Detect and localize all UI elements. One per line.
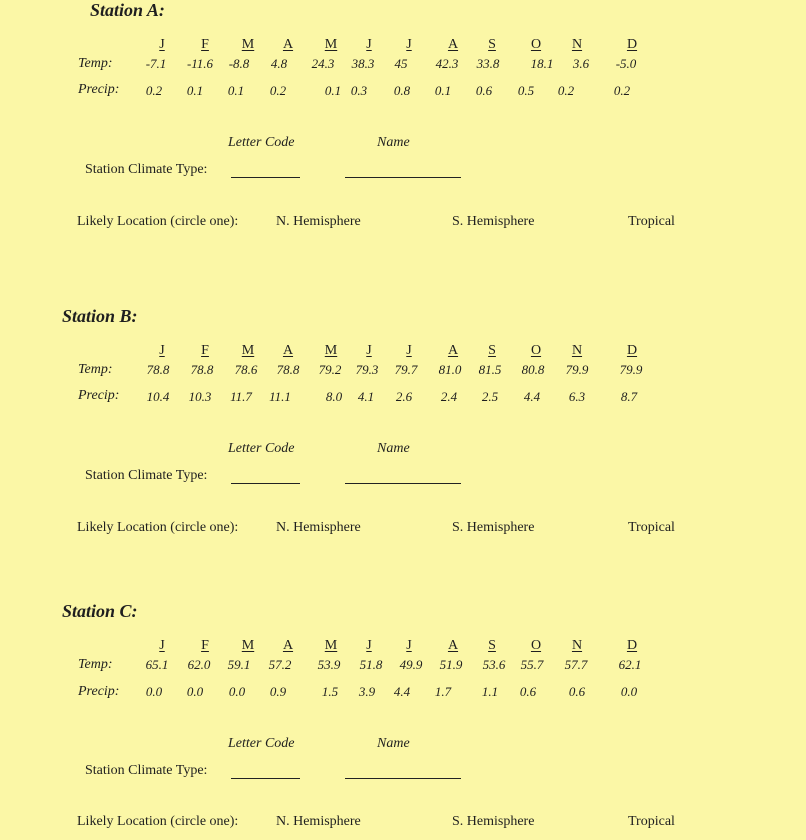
letter-code-blank[interactable] xyxy=(231,177,300,178)
month-header: J xyxy=(366,638,372,653)
temp-value: 53.6 xyxy=(482,657,506,672)
month-header: A xyxy=(447,37,459,52)
month-header: A xyxy=(282,343,294,358)
month-header: A xyxy=(282,638,294,653)
n-hemisphere-option[interactable]: N. Hemisphere xyxy=(276,814,361,829)
temp-value: 65.1 xyxy=(145,657,169,672)
precip-value: 2.4 xyxy=(440,389,458,404)
precip-value: 11.1 xyxy=(269,389,291,404)
temp-value: 55.7 xyxy=(520,657,544,672)
month-header: S xyxy=(488,343,496,358)
precip-value: 4.4 xyxy=(393,684,411,699)
temp-value: 59.1 xyxy=(227,657,251,672)
precip-value: 6.3 xyxy=(568,389,586,404)
n-hemisphere-option[interactable]: N. Hemisphere xyxy=(276,214,361,229)
month-header: F xyxy=(201,37,209,52)
temp-value: 81.0 xyxy=(438,362,462,377)
precip-value: 0.0 xyxy=(620,684,638,699)
month-header: M xyxy=(324,343,338,358)
precip-value: 10.3 xyxy=(188,389,212,404)
precip-value: 0.9 xyxy=(269,684,287,699)
precip-row-label: Precip: xyxy=(78,82,120,97)
month-header: J xyxy=(159,37,165,52)
precip-value: 0.1 xyxy=(227,83,245,98)
precip-value: 8.0 xyxy=(325,389,343,404)
likely-location-label: Likely Location (circle one): xyxy=(77,520,239,535)
precip-value: 10.4 xyxy=(146,389,170,404)
month-header: N xyxy=(571,343,583,358)
temp-row-label: Temp: xyxy=(78,362,113,377)
temp-value: 78.8 xyxy=(276,362,300,377)
temp-value: 79.7 xyxy=(394,362,418,377)
month-header: J xyxy=(159,343,165,358)
precip-row-label: Precip: xyxy=(78,388,120,403)
letter-code-blank[interactable] xyxy=(231,778,300,779)
month-header: D xyxy=(626,343,638,358)
month-header: O xyxy=(530,638,542,653)
month-header: F xyxy=(201,638,209,653)
name-blank[interactable] xyxy=(345,177,461,178)
temp-value: -8.8 xyxy=(228,56,250,71)
station-a-title: Station A: xyxy=(90,0,165,20)
month-header: J xyxy=(366,37,372,52)
temp-value: 51.9 xyxy=(439,657,463,672)
month-header: O xyxy=(530,343,542,358)
temp-value: 4.8 xyxy=(270,56,288,71)
temp-value: -5.0 xyxy=(615,56,637,71)
temp-value: 79.2 xyxy=(318,362,342,377)
month-header: J xyxy=(406,37,412,52)
climate-type-label: Station Climate Type: xyxy=(85,763,208,778)
month-header: J xyxy=(159,638,165,653)
month-header: M xyxy=(241,638,255,653)
temp-value: 42.3 xyxy=(435,56,459,71)
temp-value: 79.3 xyxy=(355,362,379,377)
climate-type-label: Station Climate Type: xyxy=(85,468,208,483)
temp-row-label: Temp: xyxy=(78,657,113,672)
temp-value: 81.5 xyxy=(478,362,502,377)
month-header: S xyxy=(488,638,496,653)
tropical-option[interactable]: Tropical xyxy=(628,520,675,535)
month-header: J xyxy=(366,343,372,358)
station-b-title: Station B: xyxy=(62,306,138,326)
temp-value: 18.1 xyxy=(530,56,554,71)
s-hemisphere-option[interactable]: S. Hemisphere xyxy=(452,814,535,829)
temp-value: 49.9 xyxy=(399,657,423,672)
month-header: M xyxy=(324,638,338,653)
month-header: D xyxy=(626,638,638,653)
temp-value: 80.8 xyxy=(521,362,545,377)
temp-value: 24.3 xyxy=(311,56,335,71)
s-hemisphere-option[interactable]: S. Hemisphere xyxy=(452,520,535,535)
temp-value: 38.3 xyxy=(351,56,375,71)
month-header: A xyxy=(447,343,459,358)
month-header: F xyxy=(201,343,209,358)
name-header: Name xyxy=(377,736,410,751)
month-header: J xyxy=(406,638,412,653)
temp-value: 79.9 xyxy=(565,362,589,377)
temp-value: 78.8 xyxy=(190,362,214,377)
name-blank[interactable] xyxy=(345,778,461,779)
precip-value: 0.1 xyxy=(434,83,452,98)
precip-value: 0.2 xyxy=(145,83,163,98)
letter-code-header: Letter Code xyxy=(228,736,295,751)
month-header: N xyxy=(571,37,583,52)
temp-value: 57.7 xyxy=(564,657,588,672)
temp-value: 78.8 xyxy=(146,362,170,377)
temp-value: 62.1 xyxy=(618,657,642,672)
tropical-option[interactable]: Tropical xyxy=(628,814,675,829)
likely-location-label: Likely Location (circle one): xyxy=(77,214,239,229)
month-header: A xyxy=(447,638,459,653)
precip-value: 0.5 xyxy=(517,83,535,98)
month-header: O xyxy=(530,37,542,52)
month-header: N xyxy=(571,638,583,653)
precip-value: 0.6 xyxy=(568,684,586,699)
letter-code-blank[interactable] xyxy=(231,483,300,484)
precip-value: 4.4 xyxy=(523,389,541,404)
temp-row-label: Temp: xyxy=(78,56,113,71)
precip-value: 1.7 xyxy=(434,684,452,699)
precip-value: 0.2 xyxy=(613,83,631,98)
month-header: A xyxy=(282,37,294,52)
precip-value: 0.6 xyxy=(519,684,537,699)
station-c-title: Station C: xyxy=(62,601,138,621)
n-hemisphere-option[interactable]: N. Hemisphere xyxy=(276,520,361,535)
precip-value: 11.7 xyxy=(230,389,252,404)
likely-location-label: Likely Location (circle one): xyxy=(77,814,239,829)
precip-value: 0.0 xyxy=(228,684,246,699)
precip-value: 4.1 xyxy=(357,389,375,404)
temp-value: -11.6 xyxy=(186,56,214,71)
tropical-option[interactable]: Tropical xyxy=(628,214,675,229)
temp-value: 33.8 xyxy=(476,56,500,71)
precip-value: 0.0 xyxy=(145,684,163,699)
month-header: J xyxy=(406,343,412,358)
month-header: D xyxy=(626,37,638,52)
temp-value: 78.6 xyxy=(234,362,258,377)
precip-row-label: Precip: xyxy=(78,684,120,699)
s-hemisphere-option[interactable]: S. Hemisphere xyxy=(452,214,535,229)
month-header: M xyxy=(241,37,255,52)
precip-value: 3.9 xyxy=(358,684,376,699)
name-blank[interactable] xyxy=(345,483,461,484)
precip-value: 1.5 xyxy=(321,684,339,699)
name-header: Name xyxy=(377,135,410,150)
temp-value: 51.8 xyxy=(359,657,383,672)
temp-value: 57.2 xyxy=(268,657,292,672)
precip-value: 0.0 xyxy=(186,684,204,699)
precip-value: 0.6 xyxy=(475,83,493,98)
temp-value: 3.6 xyxy=(572,56,590,71)
precip-value: 0.1 xyxy=(324,83,342,98)
precip-value: 2.6 xyxy=(395,389,413,404)
letter-code-header: Letter Code xyxy=(228,441,295,456)
climate-type-label: Station Climate Type: xyxy=(85,162,208,177)
temp-value: 79.9 xyxy=(619,362,643,377)
temp-value: -7.1 xyxy=(145,56,167,71)
precip-value: 0.8 xyxy=(393,83,411,98)
precip-value: 0.3 xyxy=(350,83,368,98)
name-header: Name xyxy=(377,441,410,456)
month-header: M xyxy=(241,343,255,358)
month-header: S xyxy=(488,37,496,52)
precip-value: 2.5 xyxy=(481,389,499,404)
precip-value: 0.1 xyxy=(186,83,204,98)
temp-value: 53.9 xyxy=(317,657,341,672)
temp-value: 45 xyxy=(394,56,408,71)
precip-value: 8.7 xyxy=(620,389,638,404)
letter-code-header: Letter Code xyxy=(228,135,295,150)
temp-value: 62.0 xyxy=(187,657,211,672)
precip-value: 0.2 xyxy=(269,83,287,98)
precip-value: 0.2 xyxy=(557,83,575,98)
precip-value: 1.1 xyxy=(481,684,499,699)
month-header: M xyxy=(324,37,338,52)
